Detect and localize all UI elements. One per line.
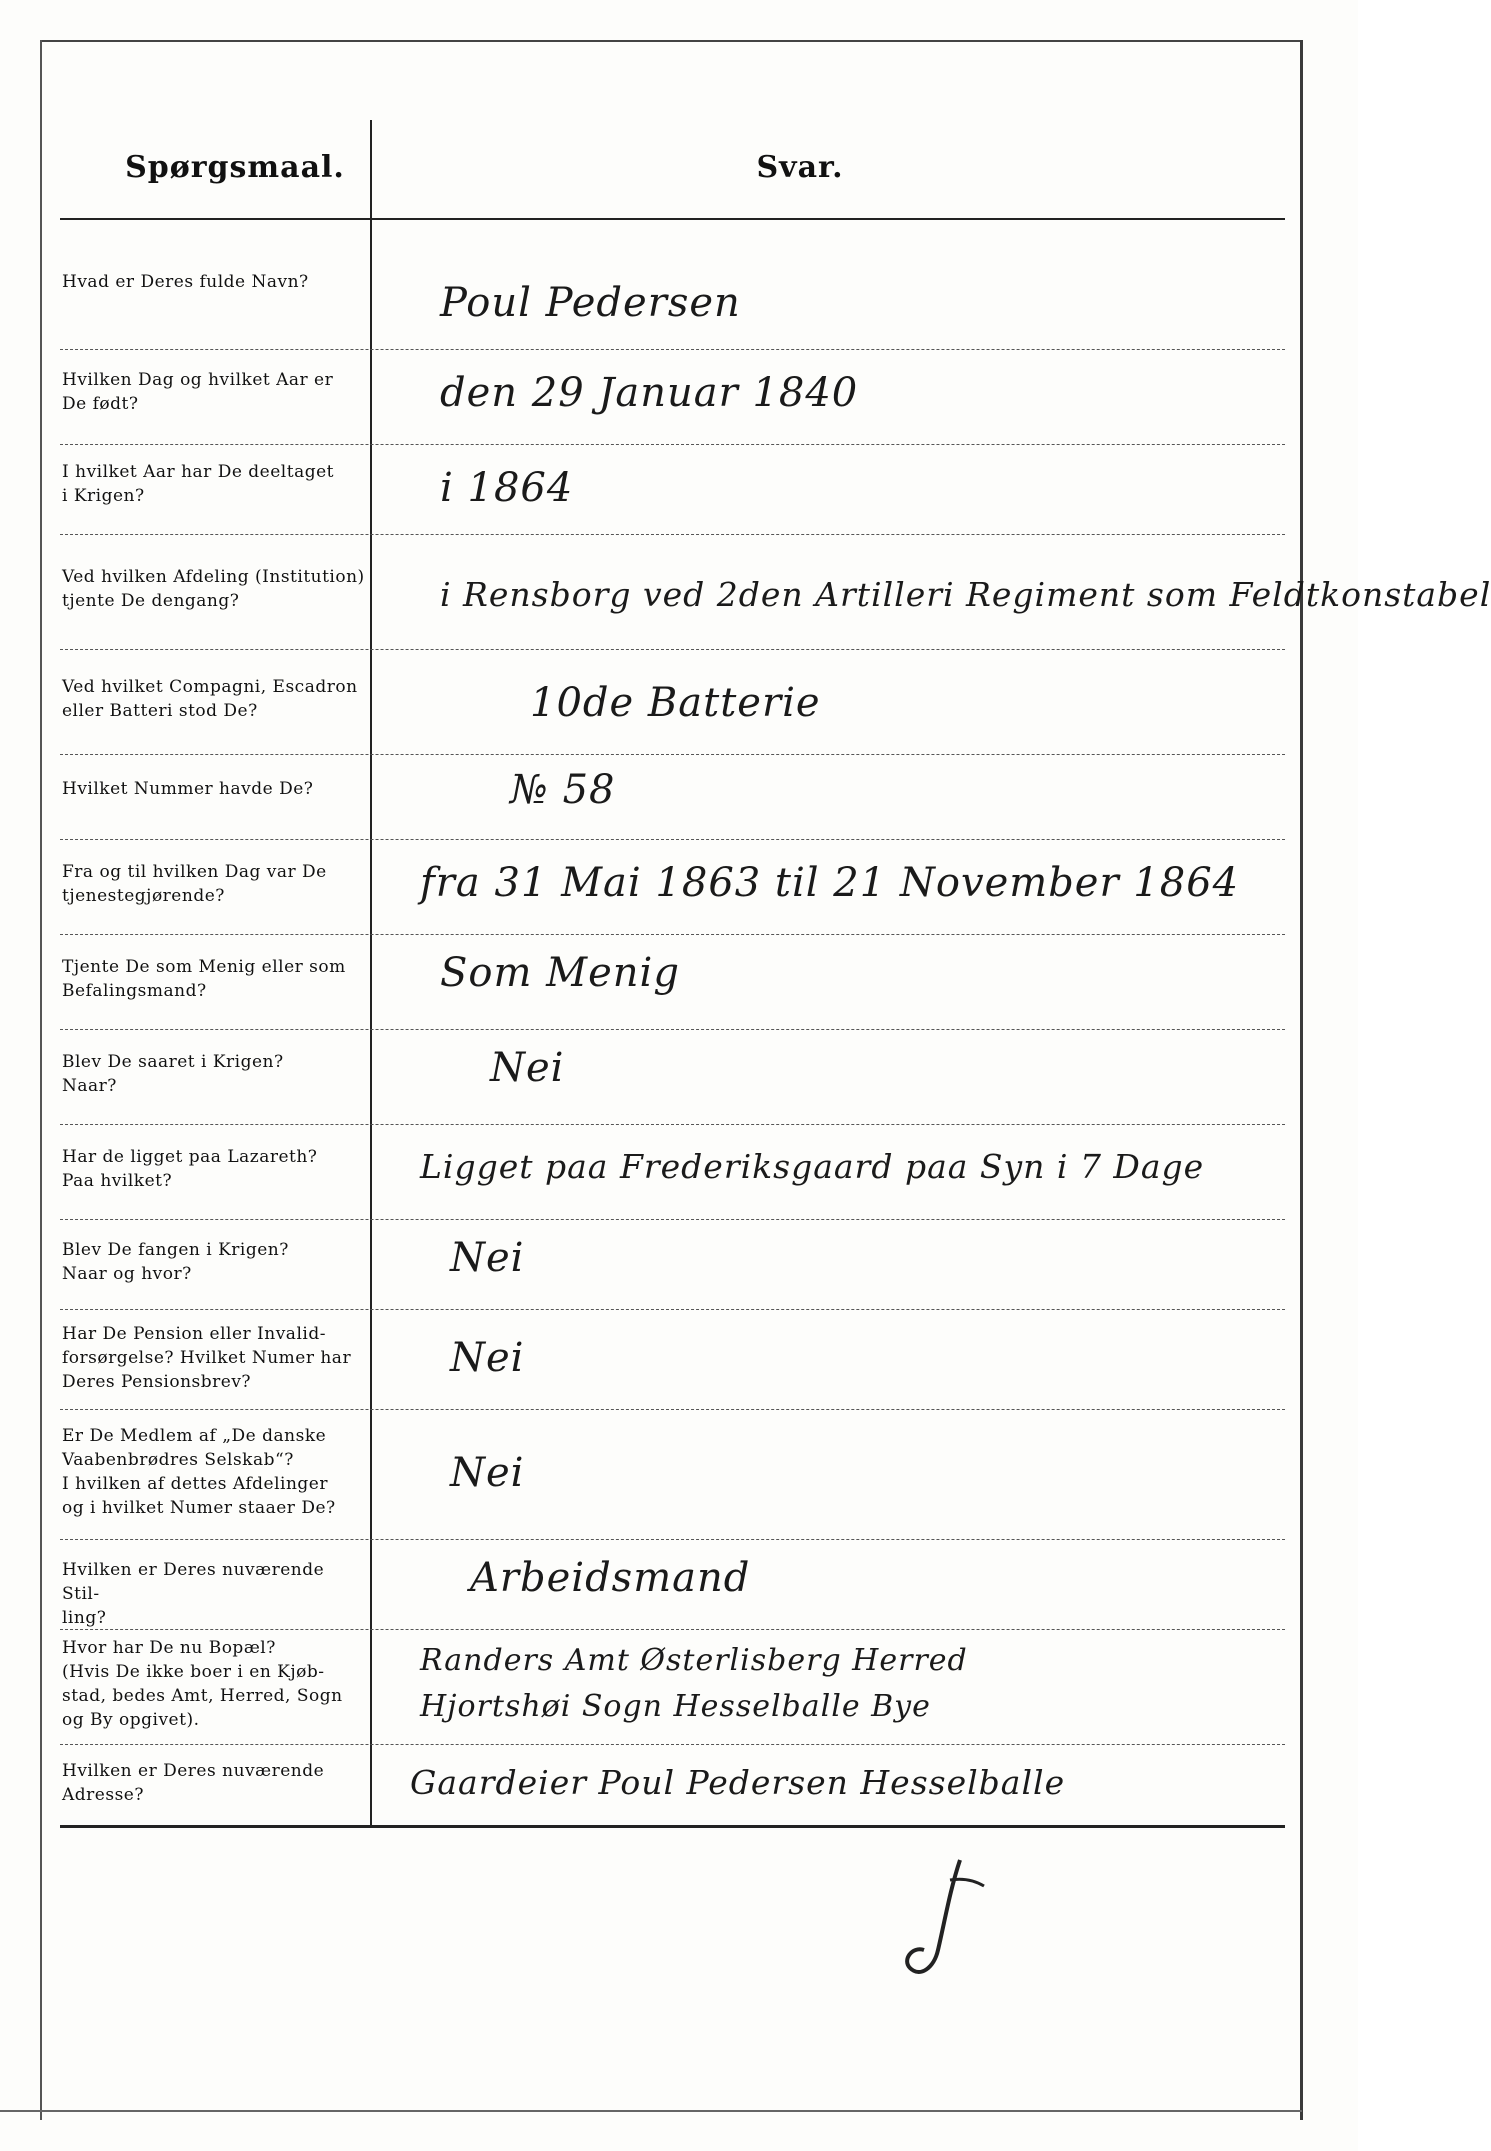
question-text: I hvilket Aar har De deeltaget i Krigen? [62, 462, 334, 506]
form-row-birthdate [60, 350, 1285, 445]
question-text: Har de ligget paa Lazareth? Paa hvilket? [62, 1147, 318, 1191]
question-text: Tjente De som Menig eller som Befalingsmand? [62, 957, 346, 1001]
question-text: Har De Pension eller Invalid- forsørgelse? Hvilket Numer har Deres Pensionsbrev? [62, 1324, 352, 1392]
answer-handwriting: Nei [450, 1335, 525, 1381]
answer-handwriting: Nei [450, 1450, 525, 1496]
question-text: Er De Medlem af „De danske Vaabenbrødres Selskab“? I hvilken af dettes Afdelinger og i hvilket Numer staaer De? [62, 1426, 336, 1518]
form-row-rank [60, 935, 1285, 1030]
answer-handwriting: Nei [450, 1235, 525, 1281]
form-row-name [60, 220, 1285, 350]
page-top-edge [40, 40, 1302, 42]
handwritten-flourish-mark [890, 1850, 1010, 1990]
form-row-occupation [60, 1540, 1285, 1630]
answer-handwriting: fra 31 Mai 1863 til 21 November 1864 [420, 860, 1240, 906]
form-bottom-rule [60, 1825, 1285, 1828]
answer-handwriting: i Rensborg ved 2den Artilleri Regiment som Feldtkonstabel [440, 575, 1491, 614]
form-row-brotherhood [60, 1410, 1285, 1540]
question-text: Hvilken er Deres nuværende Stil- ling? [62, 1560, 325, 1628]
question-text: Ved hvilken Afdeling (Institution) tjente De dengang? [62, 567, 365, 611]
answer-handwriting: Som Menig [440, 950, 680, 996]
question-text: Hvilket Nummer havde De? [62, 779, 314, 799]
form-row-wounded [60, 1030, 1285, 1125]
answer-handwriting: Nei [490, 1045, 565, 1091]
form-row-service-dates [60, 840, 1285, 935]
answer-handwriting: Poul Pedersen [440, 280, 741, 326]
answer-handwriting: Ligget paa Frederiksgaard paa Syn i 7 Dage [420, 1147, 1205, 1186]
answers-column-header: Svar. [756, 150, 844, 185]
question-text: Hvor har De nu Bopæl? (Hvis De ikke boer i en Kjøb- stad, bedes Amt, Herred, Sogn og By opgivet). [62, 1638, 343, 1730]
form-row-number [60, 755, 1285, 840]
answer-handwriting: Gaardeier Poul Pedersen Hesselballe [410, 1763, 1066, 1802]
question-text: Blev De saaret i Krigen? Naar? [62, 1052, 284, 1096]
page-left-edge [40, 40, 42, 2120]
page-bottom-edge [0, 2110, 1302, 2112]
form-row-pension [60, 1310, 1285, 1410]
form-row-address [60, 1745, 1285, 1825]
form-row-war-year [60, 445, 1285, 535]
answer-handwriting: den 29 Januar 1840 [440, 370, 859, 416]
form-row-company [60, 650, 1285, 755]
answer-handwriting: Randers Amt Østerlisberg Herred Hjortshøi Sogn Hesselballe Bye [420, 1643, 968, 1724]
answer-handwriting: Arbeidsmand [470, 1555, 751, 1601]
answer-handwriting: i 1864 [440, 465, 574, 511]
answer-handwriting: № 58 [510, 767, 616, 813]
question-text: Hvilken Dag og hvilket Aar er De født? [62, 370, 334, 414]
question-text: Ved hvilket Compagni, Escadron eller Batteri stod De? [62, 677, 358, 721]
form-row-residence [60, 1630, 1285, 1745]
question-text: Hvad er Deres fulde Navn? [62, 272, 309, 292]
question-text: Fra og til hvilken Dag var De tjenestegjørende? [62, 862, 327, 906]
form-row-hospital [60, 1125, 1285, 1220]
answer-handwriting: 10de Batterie [530, 680, 821, 726]
question-text: Blev De fangen i Krigen? Naar og hvor? [62, 1240, 289, 1284]
form-row-captured [60, 1220, 1285, 1310]
questions-column-header: Spørgsmaal. [125, 150, 345, 185]
question-text: Hvilken er Deres nuværende Adresse? [62, 1761, 325, 1805]
form-row-division [60, 535, 1491, 650]
